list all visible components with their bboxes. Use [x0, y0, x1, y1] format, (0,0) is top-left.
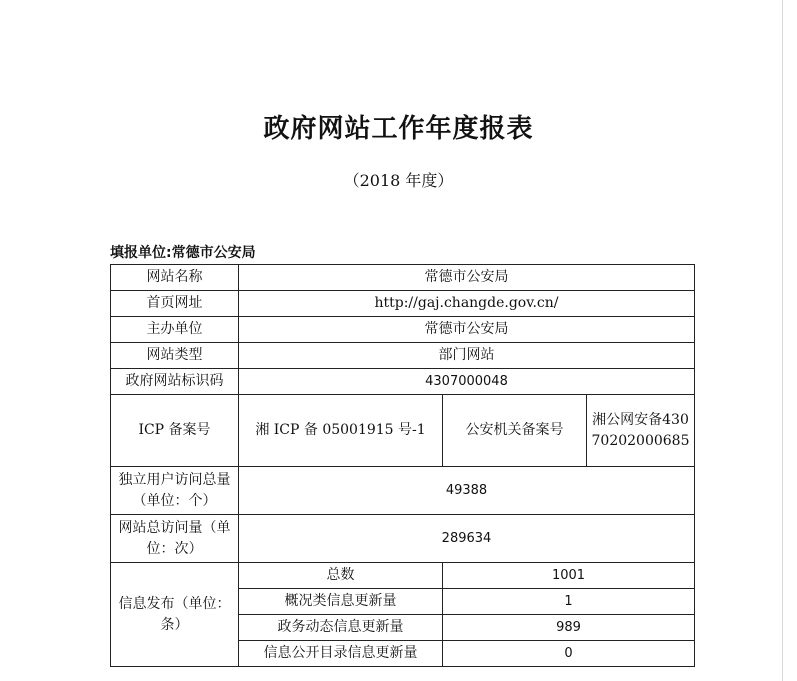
info-release-row-value: 989: [443, 615, 695, 641]
table-row: [111, 369, 695, 395]
table-row: [111, 467, 695, 515]
page-subtitle: （2018 年度）: [343, 171, 454, 190]
table-row: [111, 343, 695, 369]
info-release-row-label: 政务动态信息更新量: [239, 615, 443, 641]
site-id-value: 4307000048: [239, 369, 695, 395]
table-row: [111, 515, 695, 563]
reporting-unit: 填报单位:常德市公安局: [110, 245, 256, 261]
site-id-label: 政府网站标识码: [111, 369, 239, 395]
info-release-row-value: 0: [443, 641, 695, 667]
total-visits-value: 289634: [239, 515, 695, 563]
info-release-label: 信息发布（单位：条）: [111, 563, 239, 667]
site-type-value: 部门网站: [239, 343, 695, 369]
report-table: [110, 264, 695, 667]
homepage-label: 首页网址: [111, 291, 239, 317]
unique-visitors-label: 独立用户访问总量（单位：个）: [111, 467, 239, 515]
total-visits-label: 网站总访问量（单位：次）: [111, 515, 239, 563]
police-record-value: 湘公网安备43070202000685: [587, 395, 695, 467]
site-name-label: 网站名称: [111, 265, 239, 291]
unique-visitors-value: 49388: [239, 467, 695, 515]
homepage-value: http://gaj.changde.gov.cn/: [239, 291, 695, 317]
police-record-label: 公安机关备案号: [443, 395, 587, 467]
site-type-label: 网站类型: [111, 343, 239, 369]
info-release-row-label: 信息公开目录信息更新量: [239, 641, 443, 667]
icp-label: ICP 备案号: [111, 395, 239, 467]
page-edge-line: [782, 0, 783, 681]
table-row: [111, 317, 695, 343]
site-name-value: 常德市公安局: [239, 265, 695, 291]
info-release-row-label: 概况类信息更新量: [239, 589, 443, 615]
table-row: [111, 395, 695, 467]
icp-value: 湘 ICP 备 05001915 号-1: [239, 395, 443, 467]
table-row: [111, 265, 695, 291]
info-release-row-value: 1: [443, 589, 695, 615]
table-row: [111, 291, 695, 317]
info-release-row-label: 总数: [239, 563, 443, 589]
sponsor-label: 主办单位: [111, 317, 239, 343]
table-row: [111, 563, 695, 589]
info-release-row-value: 1001: [443, 563, 695, 589]
page-title: 政府网站工作年度报表: [263, 114, 534, 144]
sponsor-value: 常德市公安局: [239, 317, 695, 343]
